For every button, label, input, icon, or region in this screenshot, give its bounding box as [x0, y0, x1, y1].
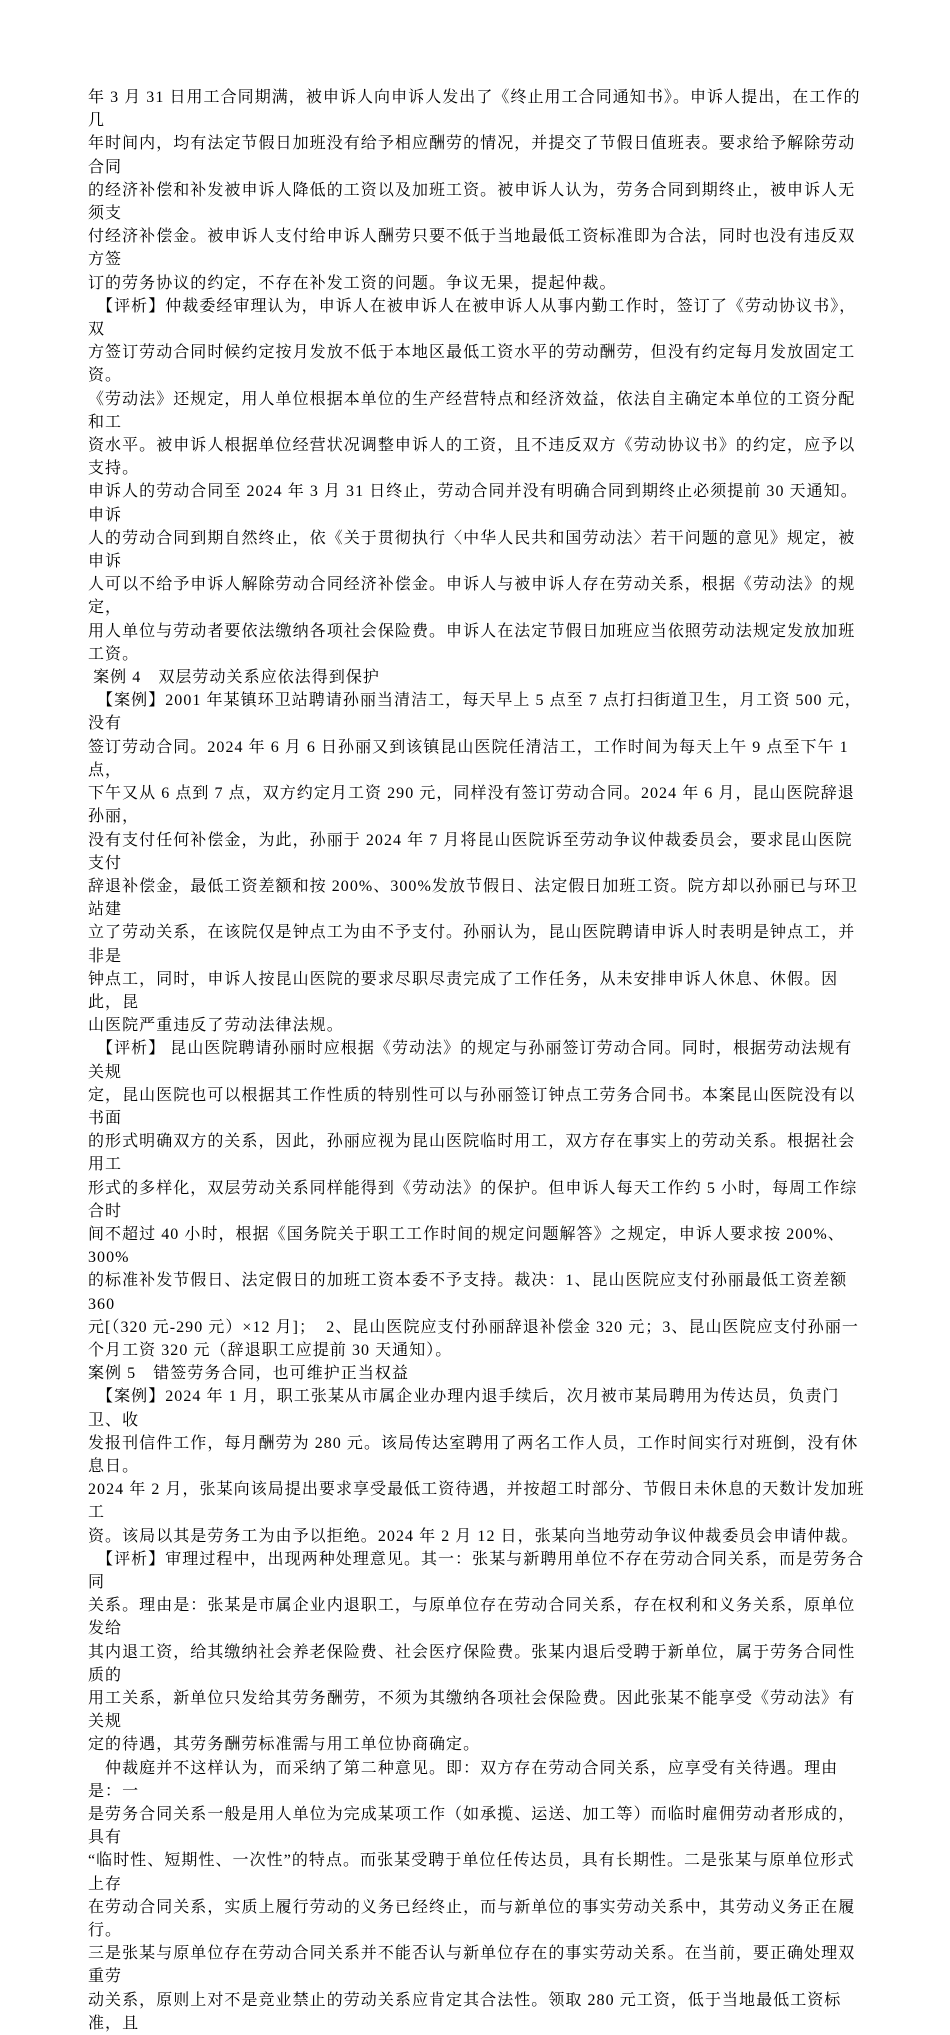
text-line: 【评析】仲裁委经审理认为，申诉人在被申诉人在被申诉人从事内勤工作时，签订了《劳动协议书》，双 — [88, 297, 857, 339]
text-line: 仲裁庭并不这样认为，而采纳了第二种意见。即：双方存在劳动合同关系，应享受有关待遇。理由是：一 — [88, 1759, 839, 1800]
text-line: 用人单位与劳动者要依法缴纳各项社会保险费。申诉人在法定节假日加班应当依照劳动法规定发放加班工资。 — [88, 622, 856, 663]
text-line: 的标准补发节假日、法定假日的加班工资本委不予支持。裁决：1、昆山医院应支付孙丽最低工资差额 360 — [88, 1272, 853, 1313]
text-line: 【案例】2001 年某镇环卫站聘请孙丽当清洁工，每天早上 5 点至 7 点打扫街道卫生，月工资 500 元，没有 — [88, 692, 862, 733]
text-line: 定的待遇，其劳务酬劳标准需与用工单位协商确定。 — [88, 1736, 481, 1754]
text-line: 辞退补偿金，最低工资差额和按 200%、300%发放节假日、法定假日加班工资。院方却以孙丽已与环卫站建 — [88, 877, 859, 919]
case-heading: 案例 5 错签劳务合同，也可维护正当权益 — [88, 1365, 410, 1383]
text-line: “临时性、短期性、一次性”的特点。而张某受聘于单位任传达员，具有长期性。二是张某与原单位形式上存 — [88, 1852, 855, 1893]
text-line: 年时间内，均有法定节假日加班没有给予相应酬劳的情况，并提交了节假日值班表。要求给予解除劳动合同 — [88, 135, 856, 176]
text-line: 的经济补偿和补发被申诉人降低的工资以及加班工资。被申诉人认为，劳务合同到期终止，被申诉人无须支 — [88, 181, 856, 223]
text-line: 【评析】审理过程中，出现两种处理意见。其一：张某与新聘用单位不存在劳动合同关系，而是劳务合同 — [88, 1550, 865, 1591]
text-line: 方签订劳动合同时候约定按月发放不低于本地区最低工资水平的劳动酬劳，但没有约定每月发放固定工资。 — [88, 344, 856, 385]
text-line: 三是张某与原单位存在劳动合同关系并不能否认与新单位存在的事实劳动关系。在当前，要正确处理双重劳 — [88, 1945, 856, 1986]
text-line: 人可以不给予申诉人解除劳动合同经济补偿金。申诉人与被申诉人存在劳动关系，根据《劳动法》的规定， — [88, 576, 856, 617]
case-heading: 案例 4 双层劳动关系应依法得到保护 — [88, 669, 380, 687]
text-line: 元[（320 元-290 元）×12 月]； 2、昆山医院应支付孙丽辞退补偿金 320 元；3、昆山医院应支付孙丽一 — [88, 1318, 859, 1336]
text-line: 申诉人的劳动合同至 2024 年 3 月 31 日终止，劳动合同并没有明确合同到期终止必须提前 30 天通知。申诉 — [88, 483, 858, 524]
text-line: 下午又从 6 点到 7 点，双方约定月工资 290 元，同样没有签订劳动合同。2024 年 6 月，昆山医院辞退孙丽， — [88, 785, 855, 826]
text-line: 山医院严重违反了劳动法律法规。 — [88, 1017, 344, 1035]
text-line: 定，昆山医院也可以根据其工作性质的特别性可以与孙丽签订钟点工劳务合同书。本案昆山医院没有以书面 — [88, 1086, 856, 1127]
text-line: 【评析】 昆山医院聘请孙丽时应根据《劳动法》的规定与孙丽签订劳动合同。同时，根据劳动法规有关规 — [88, 1040, 853, 1081]
document-text — [88, 86, 868, 2035]
text-line: 动关系，原则上对不是竞业禁止的劳动关系应肯定其合法性。领取 280 元工资，低于当地最低工资标准，且 — [88, 1991, 842, 2032]
text-line: 2024 年 2 月，张某向该局提出要求享受最低工资待遇，并按超工时部分、节假日未休息的天数计发加班工 — [88, 1481, 865, 1522]
text-line: 关系。理由是：张某是市属企业内退职工，与原单位存在劳动合同关系，存在权利和义务关系，原单位发给 — [88, 1597, 856, 1638]
text-line: 的形式明确双方的关系，因此，孙丽应视为昆山医院临时用工，双方存在事实上的劳动关系。根据社会用工 — [88, 1133, 856, 1174]
text-line: 间不超过 40 小时，根据《国务院关于职工工作时间的规定问题解答》之规定，申诉人要求按 200%、300% — [88, 1225, 845, 1267]
text-line: 发报刊信件工作，每月酬劳为 280 元。该局传达室聘用了两名工作人员，工作时间实行对班倒，没有休息日。 — [88, 1434, 859, 1475]
text-line: 钟点工，同时，申诉人按昆山医院的要求尽职尽责完成了工作任务，从未安排申诉人休息、休假。因此，昆 — [88, 970, 839, 1011]
text-line: 形式的多样化，双层劳动关系同样能得到《劳动法》的保护。但申诉人每天工作约 5 小时，每周工作综合时 — [88, 1179, 858, 1220]
text-line: 用工关系，新单位只发给其劳务酬劳，不须为其缴纳各项社会保险费。因此张某不能享受《劳动法》有关规 — [88, 1690, 856, 1731]
text-line: 付经济补偿金。被申诉人支付给申诉人酬劳只要不低于当地最低工资标准即为合法，同时也没有违反双方签 — [88, 228, 856, 269]
text-line: 立了劳动关系，在该院仅是钟点工为由不予支付。孙丽认为，昆山医院聘请申诉人时表明是钟点工，并非是 — [88, 924, 856, 965]
text-line: 年 3 月 31 日用工合同期满，被申诉人向申诉人发出了《终止用工合同通知书》。申诉人提出，在工作的几 — [88, 89, 861, 130]
text-line: 资水平。被申诉人根据单位经营状况调整申诉人的工资，且不违反双方《劳动协议书》的约定，应予以支持。 — [88, 437, 856, 478]
text-line: 没有支付任何补偿金，为此，孙丽于 2024 年 7 月将昆山医院诉至劳动争议仲裁委员会，要求昆山医院支付 — [88, 831, 853, 872]
text-line: 是劳务合同关系一般是用人单位为完成某项工作（如承揽、运送、加工等）而临时雇佣劳动者形成的，具有 — [88, 1806, 856, 1847]
text-line: 资。该局以其是劳务工为由予以拒绝。2024 年 2 月 12 日，张某向当地劳动争议仲裁委员会申请仲裁。 — [88, 1527, 859, 1545]
text-line: 其内退工资，给其缴纳社会养老保险费、社会医疗保险费。张某内退后受聘于新单位，属于劳务合同性质的 — [88, 1643, 856, 1684]
text-line: 签订劳动合同。2024 年 6 月 6 日孙丽又到该镇昆山医院任清洁工，工作时间为每天上午 9 点至下午 1 点， — [88, 738, 854, 779]
text-line: 个月工资 320 元（辞退职工应提前 30 天通知）。 — [88, 1341, 453, 1359]
text-line: 【案例】2024 年 1 月，职工张某从市属企业办理内退手续后，次月被市某局聘用为传达员，负责门卫、收 — [88, 1388, 840, 1429]
text-line: 在劳动合同关系，实质上履行劳动的义务已经终止，而与新单位的事实劳动关系中，其劳动义务正在履行。 — [88, 1898, 856, 1940]
text-line: 《劳动法》还规定，用人单位根据本单位的生产经营特点和经济效益，依法自主确定本单位的工资分配和工 — [88, 390, 856, 431]
text-line: 人的劳动合同到期自然终止，依《关于贯彻执行〈中华人民共和国劳动法〉若干问题的意见》规定，被申诉 — [88, 529, 856, 571]
text-line: 订的劳务协议的约定，不存在补发工资的问题。争议无果，提起仲裁。 — [88, 274, 617, 292]
